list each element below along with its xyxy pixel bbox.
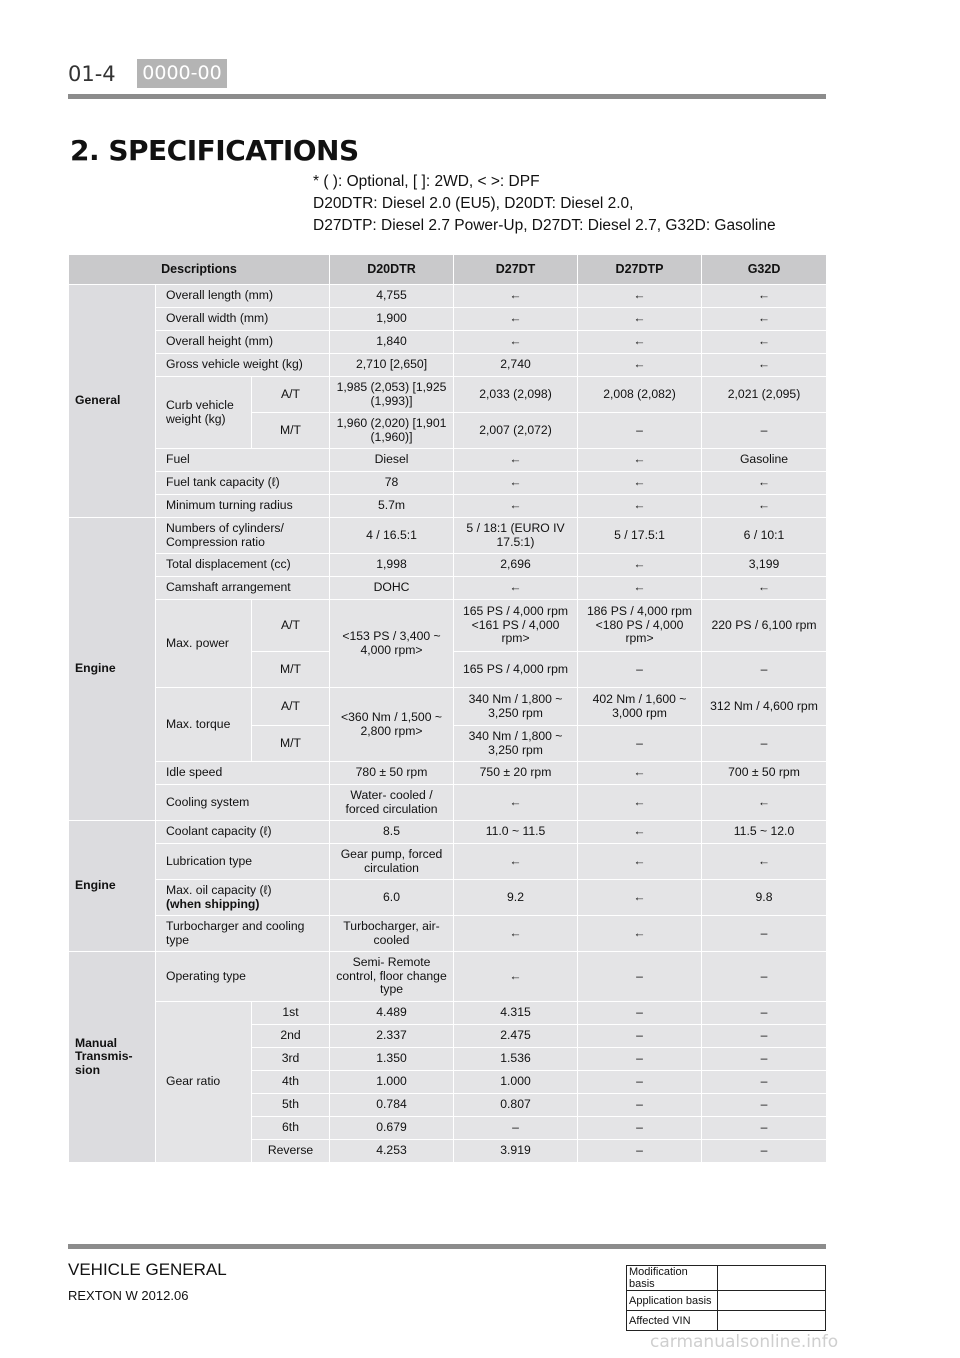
cell: ← bbox=[578, 449, 702, 472]
cell: – bbox=[578, 952, 702, 1002]
row-label: Gross vehicle weight (kg) bbox=[156, 354, 330, 377]
cell: 2,007 (2,072) bbox=[454, 413, 578, 449]
row-label: Fuel bbox=[156, 449, 330, 472]
cell: 1,900 bbox=[330, 308, 454, 331]
cell: – bbox=[578, 1048, 702, 1071]
cell: 312 Nm / 4,600 rpm bbox=[702, 688, 827, 726]
table-row bbox=[69, 688, 827, 726]
cell: – bbox=[578, 1025, 702, 1048]
cell: 5.7m bbox=[330, 495, 454, 518]
row-label: Overall length (mm) bbox=[156, 285, 330, 308]
cell: 1,840 bbox=[330, 331, 454, 354]
sub-label: 1st bbox=[252, 1002, 330, 1025]
table-row bbox=[627, 1311, 826, 1331]
table-row bbox=[627, 1266, 826, 1291]
table-row bbox=[69, 844, 827, 880]
spec-notes bbox=[313, 171, 776, 237]
cell: 340 Nm / 1,800 ~ 3,250 rpm bbox=[454, 688, 578, 726]
header-d20dtr: D20DTR bbox=[330, 255, 454, 285]
cell: Turbocharger, air-cooled bbox=[330, 916, 454, 952]
cell: ← bbox=[702, 308, 827, 331]
table-row bbox=[69, 377, 827, 413]
cell: 220 PS / 6,100 rpm bbox=[702, 600, 827, 652]
basis-table bbox=[626, 1265, 826, 1331]
table-row bbox=[69, 354, 827, 377]
cell: 2,696 bbox=[454, 554, 578, 577]
cell: 8.5 bbox=[330, 821, 454, 844]
cell: ← bbox=[454, 785, 578, 821]
header-descriptions: Descriptions bbox=[69, 255, 330, 285]
cell: – bbox=[702, 952, 827, 1002]
cell: 186 PS / 4,000 rpm <180 PS / 4,000 rpm> bbox=[578, 600, 702, 652]
row-label: Coolant capacity (ℓ) bbox=[156, 821, 330, 844]
cell: ← bbox=[454, 495, 578, 518]
group-engine: Engine bbox=[69, 518, 156, 821]
table-row bbox=[69, 880, 827, 916]
row-label: Max. power bbox=[156, 600, 252, 688]
row-label: Cooling system bbox=[156, 785, 330, 821]
cell: 402 Nm / 1,600 ~ 3,000 rpm bbox=[578, 688, 702, 726]
cell: Gasoline bbox=[702, 449, 827, 472]
row-label: Overall width (mm) bbox=[156, 308, 330, 331]
cell: 1.000 bbox=[330, 1071, 454, 1094]
sub-label: Reverse bbox=[252, 1140, 330, 1163]
cell: ← bbox=[702, 495, 827, 518]
row-label: Gear ratio bbox=[156, 1002, 252, 1163]
cell: ← bbox=[578, 331, 702, 354]
sub-label: A/T bbox=[252, 377, 330, 413]
cell: ← bbox=[702, 577, 827, 600]
table-header-row bbox=[69, 255, 827, 285]
cell: ← bbox=[578, 916, 702, 952]
row-label-main: Max. oil capacity (ℓ) bbox=[166, 883, 272, 897]
cell: 9.8 bbox=[702, 880, 827, 916]
row-label bbox=[156, 880, 330, 916]
row-label: Idle speed bbox=[156, 762, 330, 785]
cell: 3.919 bbox=[454, 1140, 578, 1163]
cell: ← bbox=[702, 331, 827, 354]
cell: 1,960 (2,020) [1,901 (1,960)] bbox=[330, 413, 454, 449]
cell: 1,985 (2,053) [1,925 (1,993)] bbox=[330, 377, 454, 413]
footer-section-name: VEHICLE GENERAL bbox=[68, 1260, 227, 1279]
cell: ← bbox=[702, 844, 827, 880]
cell: 2.337 bbox=[330, 1025, 454, 1048]
sub-label: 4th bbox=[252, 1071, 330, 1094]
cell: 2,021 (2,095) bbox=[702, 377, 827, 413]
cell: – bbox=[702, 1025, 827, 1048]
cell: – bbox=[702, 916, 827, 952]
cell: – bbox=[702, 726, 827, 762]
cell: ← bbox=[578, 785, 702, 821]
cell: – bbox=[578, 652, 702, 688]
table-row bbox=[69, 762, 827, 785]
cell: – bbox=[578, 1094, 702, 1117]
cell: Diesel bbox=[330, 449, 454, 472]
cell: 4.253 bbox=[330, 1140, 454, 1163]
basis-value bbox=[718, 1311, 826, 1331]
cell: ← bbox=[578, 285, 702, 308]
header-g32d: G32D bbox=[702, 255, 827, 285]
row-label: Operating type bbox=[156, 952, 330, 1002]
cell: 1.536 bbox=[454, 1048, 578, 1071]
sub-label: 2nd bbox=[252, 1025, 330, 1048]
cell: ← bbox=[454, 472, 578, 495]
cell: ← bbox=[578, 762, 702, 785]
cell: 4,755 bbox=[330, 285, 454, 308]
cell: 5 / 17.5:1 bbox=[578, 518, 702, 554]
header-d27dt: D27DT bbox=[454, 255, 578, 285]
cell: – bbox=[702, 652, 827, 688]
cell: 4 / 16.5:1 bbox=[330, 518, 454, 554]
cell: Semi- Remote control, floor change type bbox=[330, 952, 454, 1002]
group-general: General bbox=[69, 285, 156, 518]
cell: 4.489 bbox=[330, 1002, 454, 1025]
table-row bbox=[627, 1291, 826, 1311]
sub-label: A/T bbox=[252, 688, 330, 726]
sub-label: 5th bbox=[252, 1094, 330, 1117]
sub-label: 6th bbox=[252, 1117, 330, 1140]
row-label: Fuel tank capacity (ℓ) bbox=[156, 472, 330, 495]
sub-label: M/T bbox=[252, 413, 330, 449]
table-row bbox=[69, 577, 827, 600]
cell: ← bbox=[454, 331, 578, 354]
note-line: * ( ): Optional, [ ]: 2WD, < >: DPF bbox=[313, 173, 540, 190]
bottom-divider bbox=[68, 1244, 826, 1249]
header-d27dtp: D27DTP bbox=[578, 255, 702, 285]
cell: 2,740 bbox=[454, 354, 578, 377]
cell: ← bbox=[454, 285, 578, 308]
cell: ← bbox=[454, 916, 578, 952]
table-row bbox=[69, 308, 827, 331]
cell: ← bbox=[454, 308, 578, 331]
cell: ← bbox=[578, 821, 702, 844]
cell: 780 ± 50 rpm bbox=[330, 762, 454, 785]
cell: – bbox=[702, 1071, 827, 1094]
cell: 11.5 ~ 12.0 bbox=[702, 821, 827, 844]
cell: 1,998 bbox=[330, 554, 454, 577]
basis-value bbox=[718, 1291, 826, 1311]
cell: ← bbox=[578, 844, 702, 880]
cell: <360 Nm / 1,500 ~ 2,800 rpm> bbox=[330, 688, 454, 762]
cell: Gear pump, forced circulation bbox=[330, 844, 454, 880]
cell: Water- cooled / forced circulation bbox=[330, 785, 454, 821]
table-row bbox=[69, 554, 827, 577]
row-label: Max. torque bbox=[156, 688, 252, 762]
top-divider bbox=[68, 94, 826, 99]
cell: 6.0 bbox=[330, 880, 454, 916]
row-label: Turbocharger and cooling type bbox=[156, 916, 330, 952]
basis-label: Affected VIN bbox=[627, 1311, 718, 1331]
page-title: 2. SPECIFICATIONS bbox=[70, 134, 359, 167]
cell: 2,033 (2,098) bbox=[454, 377, 578, 413]
basis-label: Application basis bbox=[627, 1291, 718, 1311]
cell: 3,199 bbox=[702, 554, 827, 577]
cell: – bbox=[454, 1117, 578, 1140]
cell: 2.475 bbox=[454, 1025, 578, 1048]
cell: 0.679 bbox=[330, 1117, 454, 1140]
table-row bbox=[69, 916, 827, 952]
note-line: D27DTP: Diesel 2.7 Power-Up, D27DT: Diesel 2.7, G32D: Gasoline bbox=[313, 217, 776, 234]
cell: ← bbox=[702, 785, 827, 821]
row-label: Curb vehicle weight (kg) bbox=[156, 377, 252, 449]
footer-model: REXTON W 2012.06 bbox=[68, 1288, 189, 1303]
sub-label: 3rd bbox=[252, 1048, 330, 1071]
row-label: Overall height (mm) bbox=[156, 331, 330, 354]
cell: 750 ± 20 rpm bbox=[454, 762, 578, 785]
cell: – bbox=[578, 1002, 702, 1025]
cell: ← bbox=[454, 844, 578, 880]
watermark: carmanualsonline.info bbox=[650, 1332, 839, 1352]
cell: 165 PS / 4,000 rpm <161 PS / 4,000 rpm> bbox=[454, 600, 578, 652]
cell: <153 PS / 3,400 ~ 4,000 rpm> bbox=[330, 600, 454, 688]
cell: – bbox=[702, 1094, 827, 1117]
cell: 2,710 [2,650] bbox=[330, 354, 454, 377]
cell: ← bbox=[702, 354, 827, 377]
cell: ← bbox=[578, 308, 702, 331]
cell: ← bbox=[578, 354, 702, 377]
row-label: Camshaft arrangement bbox=[156, 577, 330, 600]
cell: 1.350 bbox=[330, 1048, 454, 1071]
row-label: Minimum turning radius bbox=[156, 495, 330, 518]
cell: ← bbox=[454, 577, 578, 600]
cell: ← bbox=[702, 285, 827, 308]
cell: – bbox=[578, 1117, 702, 1140]
row-label: Lubrication type bbox=[156, 844, 330, 880]
table-row bbox=[69, 331, 827, 354]
cell: 2,008 (2,082) bbox=[578, 377, 702, 413]
cell: ← bbox=[454, 449, 578, 472]
cell: ← bbox=[578, 554, 702, 577]
cell: 700 ± 50 rpm bbox=[702, 762, 827, 785]
basis-label: Modification basis bbox=[627, 1266, 718, 1291]
cell: 78 bbox=[330, 472, 454, 495]
note-line: D20DTR: Diesel 2.0 (EU5), D20DT: Diesel 2.0, bbox=[313, 195, 634, 212]
table-row bbox=[69, 785, 827, 821]
cell: – bbox=[578, 1071, 702, 1094]
cell: 0.807 bbox=[454, 1094, 578, 1117]
table-row bbox=[69, 472, 827, 495]
cell: ← bbox=[454, 952, 578, 1002]
cell: – bbox=[702, 1048, 827, 1071]
cell: 0.784 bbox=[330, 1094, 454, 1117]
cell: – bbox=[578, 413, 702, 449]
table-row bbox=[69, 600, 827, 652]
cell: ← bbox=[578, 880, 702, 916]
specifications-table bbox=[68, 254, 827, 1163]
sub-label: M/T bbox=[252, 726, 330, 762]
cell: ← bbox=[702, 472, 827, 495]
table-row bbox=[69, 495, 827, 518]
row-label-note: (when shipping) bbox=[166, 896, 260, 911]
table-row bbox=[69, 449, 827, 472]
cell: – bbox=[702, 1140, 827, 1163]
basis-value bbox=[718, 1266, 826, 1291]
row-label: Numbers of cylinders/ Compression ratio bbox=[156, 518, 330, 554]
cell: 9.2 bbox=[454, 880, 578, 916]
cell: 165 PS / 4,000 rpm bbox=[454, 652, 578, 688]
cell: – bbox=[578, 726, 702, 762]
table-row bbox=[69, 952, 827, 1002]
table-row bbox=[69, 1002, 827, 1025]
cell: ← bbox=[578, 495, 702, 518]
table-row bbox=[69, 821, 827, 844]
page-number: 01-4 bbox=[68, 62, 116, 86]
cell: ← bbox=[578, 472, 702, 495]
cell: 4.315 bbox=[454, 1002, 578, 1025]
group-engine: Engine bbox=[69, 821, 156, 952]
cell: – bbox=[578, 1140, 702, 1163]
section-code-badge: 0000-00 bbox=[137, 59, 227, 88]
cell: ← bbox=[578, 577, 702, 600]
sub-label: A/T bbox=[252, 600, 330, 652]
cell: – bbox=[702, 413, 827, 449]
row-label: Total displacement (cc) bbox=[156, 554, 330, 577]
table-row bbox=[69, 518, 827, 554]
cell: 5 / 18:1 (EURO IV 17.5:1) bbox=[454, 518, 578, 554]
cell: 11.0 ~ 11.5 bbox=[454, 821, 578, 844]
cell: DOHC bbox=[330, 577, 454, 600]
table-row bbox=[69, 285, 827, 308]
sub-label: M/T bbox=[252, 652, 330, 688]
cell: 6 / 10:1 bbox=[702, 518, 827, 554]
cell: – bbox=[702, 1002, 827, 1025]
cell: – bbox=[702, 1117, 827, 1140]
cell: 1.000 bbox=[454, 1071, 578, 1094]
group-manual-transmission: Manual Transmis- sion bbox=[69, 952, 156, 1163]
cell: 340 Nm / 1,800 ~ 3,250 rpm bbox=[454, 726, 578, 762]
